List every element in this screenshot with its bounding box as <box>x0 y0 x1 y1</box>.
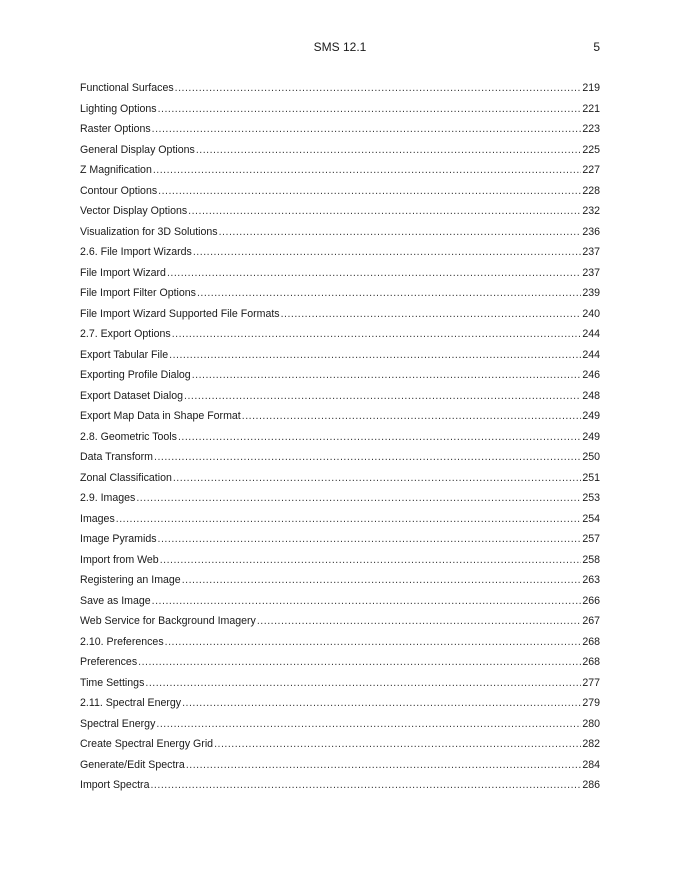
table-of-contents <box>80 78 600 796</box>
toc-entry[interactable] <box>80 468 600 489</box>
toc-entry[interactable] <box>80 99 600 120</box>
toc-entry[interactable] <box>80 591 600 612</box>
toc-dot-leader <box>172 324 582 345</box>
toc-entry-page-number: 284 <box>582 758 600 771</box>
toc-entry[interactable] <box>80 140 600 161</box>
toc-entry-title: Create Spectral Energy Grid <box>80 738 214 750</box>
page-header <box>80 40 600 56</box>
toc-entry-page-number: 249 <box>582 410 600 422</box>
toc-dot-leader <box>145 673 581 694</box>
toc-entry[interactable] <box>80 78 600 99</box>
toc-entry-page-number: 249 <box>582 430 600 443</box>
toc-entry-title: General Display Options <box>80 143 195 156</box>
toc-dot-leader <box>158 181 581 202</box>
toc-entry-title: Time Settings <box>80 676 145 689</box>
toc-dot-leader <box>116 509 582 530</box>
toc-entry-title: Export Tabular File <box>80 348 169 361</box>
toc-dot-leader <box>169 345 581 366</box>
toc-dot-leader <box>196 140 581 161</box>
toc-entry-title: Spectral Energy <box>80 717 156 730</box>
toc-entry[interactable] <box>80 775 600 796</box>
toc-entry-page-number: 239 <box>582 287 600 299</box>
toc-entry-title: Save as Image <box>80 594 151 607</box>
toc-dot-leader <box>178 427 581 448</box>
toc-entry-title: 2.8. Geometric Tools <box>80 430 177 443</box>
toc-entry-title: 2.6. File Import Wizards <box>80 246 192 258</box>
toc-dot-leader <box>197 283 581 304</box>
toc-entry-page-number: 237 <box>582 246 600 258</box>
toc-entry-page-number: 244 <box>582 348 600 361</box>
toc-entry-title: File Import Filter Options <box>80 287 196 299</box>
toc-entry-page-number: 254 <box>582 512 600 525</box>
toc-dot-leader <box>154 447 581 468</box>
toc-entry-page-number: 280 <box>582 717 600 730</box>
toc-dot-leader <box>152 591 582 612</box>
toc-entry[interactable] <box>80 550 600 571</box>
toc-dot-leader <box>219 222 582 243</box>
toc-dot-leader <box>192 365 582 386</box>
toc-entry-page-number: 266 <box>582 594 600 607</box>
toc-dot-leader <box>165 632 582 653</box>
header-page-number: 5 <box>593 40 600 54</box>
toc-entry-title: 2.10. Preferences <box>80 635 164 648</box>
toc-entry[interactable] <box>80 673 600 694</box>
toc-dot-leader <box>156 714 581 735</box>
toc-entry[interactable] <box>80 693 600 714</box>
toc-dot-leader <box>242 406 582 427</box>
toc-dot-leader <box>186 755 581 776</box>
toc-entry[interactable] <box>80 181 600 202</box>
toc-entry[interactable] <box>80 304 600 325</box>
toc-entry-page-number: 267 <box>582 615 600 627</box>
toc-entry-title: Visualization for 3D Solutions <box>80 225 218 238</box>
toc-entry-title: Raster Options <box>80 123 151 135</box>
toc-entry-title: Image Pyramids <box>80 533 157 545</box>
toc-entry[interactable] <box>80 488 600 509</box>
toc-entry-title: Generate/Edit Spectra <box>80 758 185 771</box>
toc-entry[interactable] <box>80 734 600 755</box>
toc-entry[interactable] <box>80 632 600 653</box>
toc-dot-leader <box>281 304 582 325</box>
toc-entry-page-number: 253 <box>582 492 600 504</box>
toc-entry-title: 2.7. Export Options <box>80 328 171 340</box>
toc-entry[interactable] <box>80 222 600 243</box>
toc-entry-title: File Import Wizard <box>80 266 166 279</box>
toc-entry-title: Export Map Data in Shape Format <box>80 410 241 422</box>
toc-entry-title: Vector Display Options <box>80 205 188 217</box>
toc-entry-page-number: 251 <box>582 471 600 484</box>
toc-dot-leader <box>158 529 582 550</box>
toc-dot-leader <box>173 468 581 489</box>
toc-entry-title: Z Magnification <box>80 164 152 176</box>
toc-entry-page-number: 225 <box>582 143 600 156</box>
toc-entry-page-number: 248 <box>582 389 600 402</box>
toc-entry-page-number: 279 <box>582 697 600 709</box>
toc-entry[interactable] <box>80 714 600 735</box>
toc-entry[interactable] <box>80 509 600 530</box>
toc-entry-page-number: 257 <box>582 533 600 545</box>
toc-dot-leader <box>193 242 581 263</box>
toc-entry-page-number: 221 <box>582 102 600 115</box>
header-title: SMS 12.1 <box>313 40 367 54</box>
toc-entry[interactable] <box>80 242 600 263</box>
toc-dot-leader <box>188 201 581 222</box>
toc-entry[interactable] <box>80 570 600 591</box>
toc-dot-leader <box>214 734 581 755</box>
toc-entry-page-number: 277 <box>582 676 600 689</box>
toc-entry[interactable] <box>80 263 600 284</box>
toc-entry-title: Images <box>80 512 115 525</box>
toc-entry[interactable] <box>80 365 600 386</box>
toc-entry-page-number: 250 <box>582 451 600 463</box>
toc-entry-title: Contour Options <box>80 184 158 197</box>
toc-entry-title: 2.11. Spectral Energy <box>80 697 182 709</box>
toc-entry-page-number: 219 <box>582 82 600 94</box>
toc-dot-leader <box>182 570 582 591</box>
toc-entry[interactable] <box>80 611 600 632</box>
toc-entry-title: Preferences <box>80 656 138 668</box>
toc-entry-page-number: 268 <box>582 656 600 668</box>
toc-entry-title: Exporting Profile Dialog <box>80 369 191 381</box>
toc-dot-leader <box>257 611 581 632</box>
toc-dot-leader <box>184 386 581 407</box>
toc-entry-title: File Import Wizard Supported File Formats <box>80 307 280 320</box>
toc-entry-title: 2.9. Images <box>80 492 136 504</box>
toc-entry-page-number: 236 <box>582 225 600 238</box>
toc-entry-page-number: 246 <box>582 369 600 381</box>
toc-entry[interactable] <box>80 283 600 304</box>
toc-entry[interactable] <box>80 345 600 366</box>
toc-entry-title: Lighting Options <box>80 102 157 115</box>
toc-entry-page-number: 232 <box>582 205 600 217</box>
toc-entry[interactable] <box>80 119 600 140</box>
toc-entry-page-number: 282 <box>582 738 600 750</box>
toc-entry-title: Data Transform <box>80 451 154 463</box>
toc-dot-leader <box>153 160 581 181</box>
toc-entry-page-number: 286 <box>582 779 600 791</box>
toc-entry[interactable] <box>80 406 600 427</box>
toc-entry-title: Import from Web <box>80 553 159 566</box>
toc-entry-page-number: 227 <box>582 164 600 176</box>
toc-entry[interactable] <box>80 427 600 448</box>
toc-entry-title: Registering an Image <box>80 574 181 586</box>
toc-entry-title: Functional Surfaces <box>80 82 174 94</box>
toc-entry-page-number: 244 <box>582 328 600 340</box>
toc-dot-leader <box>138 652 581 673</box>
toc-entry-page-number: 223 <box>582 123 600 135</box>
toc-dot-leader <box>150 775 581 796</box>
toc-dot-leader <box>160 550 582 571</box>
toc-entry-title: Export Dataset Dialog <box>80 389 184 402</box>
toc-entry-page-number: 237 <box>582 266 600 279</box>
toc-entry-title: Import Spectra <box>80 779 150 791</box>
toc-entry[interactable] <box>80 447 600 468</box>
toc-entry[interactable] <box>80 755 600 776</box>
toc-entry[interactable] <box>80 324 600 345</box>
toc-entry-page-number: 268 <box>582 635 600 648</box>
toc-entry-page-number: 228 <box>582 184 600 197</box>
toc-dot-leader <box>136 488 581 509</box>
toc-dot-leader <box>167 263 581 284</box>
toc-entry[interactable] <box>80 652 600 673</box>
toc-entry-title: Web Service for Background Imagery <box>80 615 256 627</box>
toc-entry[interactable] <box>80 386 600 407</box>
toc-entry-page-number: 263 <box>582 574 600 586</box>
toc-entry-page-number: 258 <box>582 553 600 566</box>
toc-entry-title: Zonal Classification <box>80 471 172 484</box>
toc-entry-page-number: 240 <box>582 307 600 320</box>
toc-entry[interactable] <box>80 160 600 181</box>
toc-dot-leader <box>158 99 582 120</box>
toc-entry[interactable] <box>80 201 600 222</box>
toc-dot-leader <box>152 119 582 140</box>
toc-dot-leader <box>182 693 581 714</box>
toc-entry[interactable] <box>80 529 600 550</box>
toc-dot-leader <box>175 78 582 99</box>
